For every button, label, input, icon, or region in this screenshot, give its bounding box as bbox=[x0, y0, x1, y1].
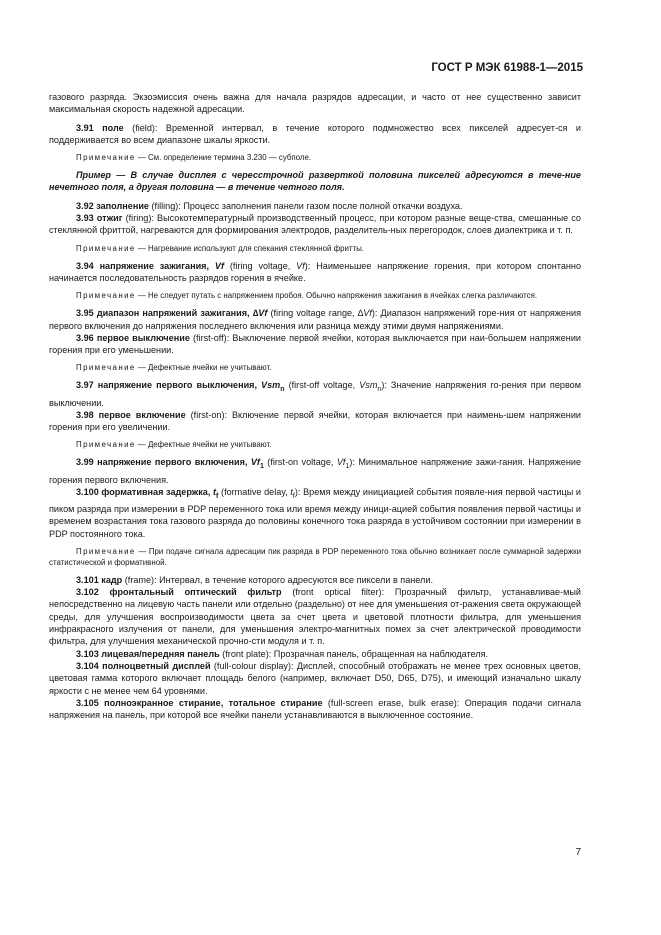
term-text: 3.101 кадр bbox=[76, 574, 123, 585]
term-text: 3.95 диапазон напряжений зажигания, ∆ bbox=[76, 308, 259, 319]
body-text: (front plate): Прозрачная панель, обращенная на наблюдателя. bbox=[219, 648, 489, 659]
note-label: Примечание bbox=[76, 363, 136, 373]
note bbox=[49, 152, 581, 163]
term-text: 3.99 напряжение первого включения, bbox=[76, 457, 251, 468]
paragraph bbox=[49, 332, 581, 357]
paragraph bbox=[49, 409, 581, 434]
paragraph bbox=[49, 697, 581, 722]
term-text: f bbox=[216, 492, 219, 500]
body-text: t bbox=[290, 486, 293, 497]
body-text: (firing): Высокотемпературный производственный процесс, при котором разные веще-ства, смешанные со стеклянной фриттой, нагреваются для формирования электродов, разделитель-ных перегородок, слоев диэлектрика и т. п. bbox=[49, 213, 581, 236]
term-text: 3.98 первое включение bbox=[76, 409, 186, 420]
term-text: 3.102 фронтальный оптический фильтр bbox=[76, 587, 282, 598]
term-text: 3.104 полноцветный дисплей bbox=[76, 660, 211, 671]
body-text: Vsm bbox=[359, 380, 378, 391]
body-text: Vf bbox=[296, 260, 305, 271]
term-text: Vsm bbox=[261, 380, 281, 391]
body-text: (field): Временной интервал, в течение которого подмножество всех пикселей адресует-ся и поддерживается во всем диапазоне шкалы яркости. bbox=[49, 122, 582, 145]
body-text: (full-colour display): Дисплей, способный отображать не менее трех основных цветов, цветовая гамма которого включает площадь белого (например, включает D50, D65, D75), и имеющий изначально шкалу яркости с не менее чем 64 уровнями. bbox=[49, 660, 581, 696]
body-text: Пример — В случае дисплея с чересстрочной разверткой половина пикселей адресуются в тече-ние нечетного поля, а другая половина — в течение четного поля. bbox=[49, 170, 581, 193]
paragraph bbox=[49, 486, 581, 540]
body-text: (firing voltage, bbox=[223, 260, 297, 271]
document-body bbox=[49, 91, 581, 721]
paragraph bbox=[49, 456, 581, 485]
note-label: Примечание bbox=[76, 243, 136, 253]
note bbox=[49, 243, 581, 254]
note bbox=[49, 439, 581, 450]
body-text: ): Наименьшее напряжение горения, при котором спонтанно начинается последовательность разрядов горения в ячейке. bbox=[49, 260, 581, 283]
document-header: ГОСТ Р МЭК 61988-1—2015 bbox=[431, 62, 583, 74]
body-text: (formative delay, bbox=[218, 486, 291, 497]
body-text: (first-on voltage, bbox=[263, 457, 337, 468]
term-text: Vf bbox=[250, 457, 260, 468]
body-text: (firing voltage range, ∆ bbox=[267, 308, 364, 319]
paragraph bbox=[49, 307, 581, 332]
term-text: 1 bbox=[259, 463, 264, 471]
term-text: t bbox=[213, 486, 217, 497]
body-text: 1 bbox=[345, 463, 350, 471]
note-label: Примечание bbox=[76, 440, 136, 450]
term-text: 3.100 формативная задержка, bbox=[76, 486, 214, 497]
term-text: 3.103 лицевая/передняя панель bbox=[76, 648, 220, 659]
paragraph bbox=[49, 379, 581, 408]
body-text: — Не следует путать с напряжением пробоя. Обычно напряжения зажигания в ячейках слегка различаются. bbox=[135, 291, 538, 301]
term-text: 3.93 отжиг bbox=[76, 213, 123, 224]
body-text: — При подаче сигнала адресации пик разряда в PDP переменного тока обычно возникает после суммарной задержки статистической и формативной. bbox=[49, 546, 581, 567]
body-text: газового разряда. Экзоэмиссия очень важна для начала разрядов адресации, и часто от нее существенно зависит максимальная скорость надежной адресации. bbox=[49, 92, 581, 115]
body-text: (first-off voltage, bbox=[284, 380, 360, 391]
body-text: Vf bbox=[336, 457, 346, 468]
body-text: (full-screen erase, bulk erase): Операция подачи сигнала напряжения на панель, при которой все ячейки панели устанавливаются в выключенное состояние. bbox=[49, 697, 582, 721]
body-text: ): Время между инициацией события появле-ния первой частицы и пиком разряда при измерении в PDP переменного тока или время между иници-ацией события появления первой частицы и временем возрастания тока газового разряда до половины конечного тока разряда в устойчивом состоянии при измерении в PDP постоянного тока. bbox=[49, 486, 581, 539]
body-text: n bbox=[377, 386, 382, 394]
body-text: — Дефектные ячейки не учитывают. bbox=[135, 440, 272, 450]
term-text: 3.97 напряжение первого выключения, bbox=[76, 380, 262, 391]
note-label: Примечание bbox=[76, 546, 136, 556]
body-text: (first-on): Включение первой ячейки, которая включается при наимень-шем напряжении горения при его увеличении. bbox=[49, 409, 581, 433]
body-text: f bbox=[292, 492, 295, 500]
body-text: (frame): Интервал, в течение которого адресуются все пиксели в панели. bbox=[122, 574, 433, 585]
note-label: Примечание bbox=[76, 291, 136, 301]
note bbox=[49, 546, 581, 568]
body-text: (front optical filter): Прозрачный фильтр, устанавливае-мый непосредственно на лицевую часть панели или отдельно (раздельно) от нее для уменьшения от-ражения света окружающей среды, для улучшения воспроизводимости цвета за счет цвета и цветовой плотности фильтра, для уменьшения инфракрасного излучения от панели, для уменьшения электро-магнитных помех за счет электрической проводимости фильтра, для улучшения механической прочно-сти модуля и т. п. bbox=[49, 587, 581, 647]
note bbox=[49, 290, 581, 301]
body-text: Vf bbox=[363, 308, 372, 319]
body-text: (first-off): Выключение первой ячейки, которая выключается при наи-большем напряжении горения при его уменьшении. bbox=[49, 332, 581, 356]
page-number: 7 bbox=[575, 847, 581, 858]
note-label: Примечание bbox=[76, 153, 136, 163]
body-text: ): Диапазон напряжений горе-ния от напряжения первого включения до напряжения последнего включения или разница между этими двумя напряжениями. bbox=[49, 308, 581, 331]
term-text: Vf bbox=[258, 308, 268, 319]
paragraph bbox=[49, 660, 581, 697]
body-text: — Нагревание используют для спекания стеклянной фритты. bbox=[135, 243, 364, 253]
paragraph bbox=[49, 212, 581, 237]
term-text: 3.105 полноэкранное стирание, тотальное стирание bbox=[76, 697, 323, 708]
term-text: 3.91 поле bbox=[76, 122, 124, 133]
term-text: Vf bbox=[214, 260, 224, 271]
example bbox=[49, 169, 581, 194]
term-text: n bbox=[280, 386, 285, 394]
term-text: 3.94 напряжение зажигания, bbox=[76, 260, 215, 271]
body-text: ): Минимальное напряжение зажи-гания. Напряжение горения первого включения. bbox=[49, 457, 581, 485]
paragraph bbox=[49, 574, 581, 586]
body-text: ): Значение напряжения го-рения при первом выключении. bbox=[49, 380, 581, 408]
body-text: — Дефектные ячейки не учитывают. bbox=[135, 363, 272, 373]
paragraph bbox=[49, 122, 581, 147]
paragraph bbox=[49, 200, 581, 212]
paragraph bbox=[49, 586, 581, 647]
note bbox=[49, 362, 581, 373]
paragraph bbox=[49, 91, 581, 116]
body-text: — См. определение термина 3.230 — субполе. bbox=[135, 153, 312, 163]
paragraph bbox=[49, 648, 581, 660]
term-text: 3.96 первое выключение bbox=[76, 332, 190, 343]
term-text: 3.92 заполнение bbox=[76, 200, 149, 211]
body-text: (filling): Процесс заполнения панели газом после полной откачки воздуха. bbox=[148, 200, 463, 211]
paragraph bbox=[49, 260, 581, 285]
